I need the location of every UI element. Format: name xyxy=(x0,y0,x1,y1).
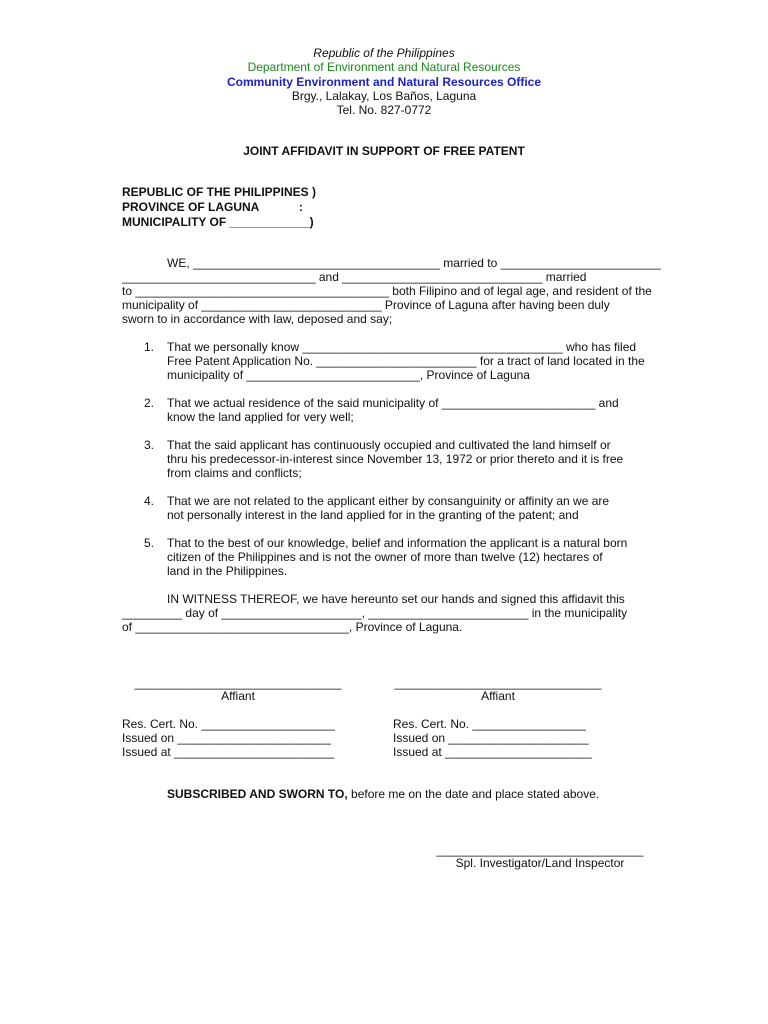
item-3-line-2: thru his predecessor-in-interest since November 13, 1972 or prior thereto and it is free xyxy=(167,452,624,466)
header-address: Brgy., Lalakay, Los Baños, Laguna xyxy=(291,89,477,103)
header-tel: Tel. No. 827-0772 xyxy=(336,103,432,117)
affiant-2-issued-at: Issued at ______________________ xyxy=(393,745,592,759)
affiant-1-issued-on: Issued on _______________________ xyxy=(122,731,331,745)
venue-line-1: REPUBLIC OF THE PHILIPPINES ) xyxy=(122,185,317,199)
item-5-line-3: land in the Philippines. xyxy=(167,564,288,578)
item-2-number: 2. xyxy=(144,396,155,410)
affiant-1-issued-at: Issued at ________________________ xyxy=(122,745,335,759)
item-2-line-1: That we actual residence of the said municipality of _______________________ and xyxy=(167,396,619,410)
item-1-line-1: That we personally know _______________________________________ who has filed xyxy=(167,340,637,354)
intro-line-3: to ______________________________________ both Filipino and of legal age, and resident of the xyxy=(122,284,652,298)
item-3-line-1: That the said applicant has continuously occupied and cultivated the land himself or xyxy=(167,438,611,452)
affiant-2-issued-on: Issued on _____________________ xyxy=(393,731,589,745)
affiant-2-label: Affiant xyxy=(481,689,515,703)
item-2-line-2: know the land applied for very well; xyxy=(167,410,354,424)
witness-line-1: IN WITNESS THEREOF, we have hereunto set our hands and signed this affidavit this xyxy=(167,592,625,606)
header-department: Department of Environment and Natural Resources xyxy=(247,60,521,74)
inspector-signature-line: _______________________________ xyxy=(436,843,644,857)
subscribed-bold: SUBSCRIBED AND SWORN TO, xyxy=(167,787,348,801)
item-4-line-2: not personally interest in the land applied for in the granting of the patent; and xyxy=(167,508,579,522)
affiant-1-signature-line: _______________________________ xyxy=(134,676,342,690)
item-5-number: 5. xyxy=(144,536,155,550)
item-4-line-1: That we are not related to the applicant either by consanguinity or affinity an we are xyxy=(167,494,610,508)
item-1-number: 1. xyxy=(144,340,155,354)
intro-line-4: municipality of ___________________________ Province of Laguna after having been duly xyxy=(122,298,610,312)
header-office: Community Environment and Natural Resources Office xyxy=(226,75,542,89)
subscribed-statement xyxy=(167,787,599,801)
witness-line-2: _________ day of _____________________, ________________________ in the municipality xyxy=(122,606,628,620)
item-3-line-3: from claims and conflicts; xyxy=(167,466,302,480)
item-3-number: 3. xyxy=(144,438,155,452)
venue-line-2: PROVINCE OF LAGUNA : xyxy=(122,200,303,214)
affiant-2-signature-line: _______________________________ xyxy=(394,676,602,690)
item-1-line-3: municipality of __________________________, Province of Laguna xyxy=(167,368,530,382)
subscribed-rest: before me on the date and place stated above. xyxy=(347,787,600,801)
intro-line-2: _____________________________ and ______________________________ married xyxy=(122,270,587,284)
document-title: JOINT AFFIDAVIT IN SUPPORT OF FREE PATENT xyxy=(243,144,525,158)
item-5-line-2: citizen of the Philippines and is not the owner of more than twelve (12) hectares of xyxy=(167,550,603,564)
item-1-line-2: Free Patent Application No. ________________________ for a tract of land located in the xyxy=(167,354,645,368)
header-republic: Republic of the Philippines xyxy=(313,46,455,60)
inspector-label: Spl. Investigator/Land Inspector xyxy=(455,856,625,870)
venue-line-3: MUNICIPALITY OF ____________) xyxy=(122,215,314,229)
intro-line-5: sworn to in accordance with law, deposed and say; xyxy=(122,312,393,326)
item-4-number: 4. xyxy=(144,494,155,508)
intro-line-1: WE, _____________________________________ married to ________________________ xyxy=(167,256,661,270)
affiant-2-res-cert: Res. Cert. No. _________________ xyxy=(393,717,586,731)
affiant-1-label: Affiant xyxy=(221,689,255,703)
item-5-line-1: That to the best of our knowledge, belief and information the applicant is a natural born xyxy=(167,536,628,550)
affiant-1-res-cert: Res. Cert. No. ____________________ xyxy=(122,717,335,731)
witness-line-3: of ________________________________, Province of Laguna. xyxy=(122,620,463,634)
